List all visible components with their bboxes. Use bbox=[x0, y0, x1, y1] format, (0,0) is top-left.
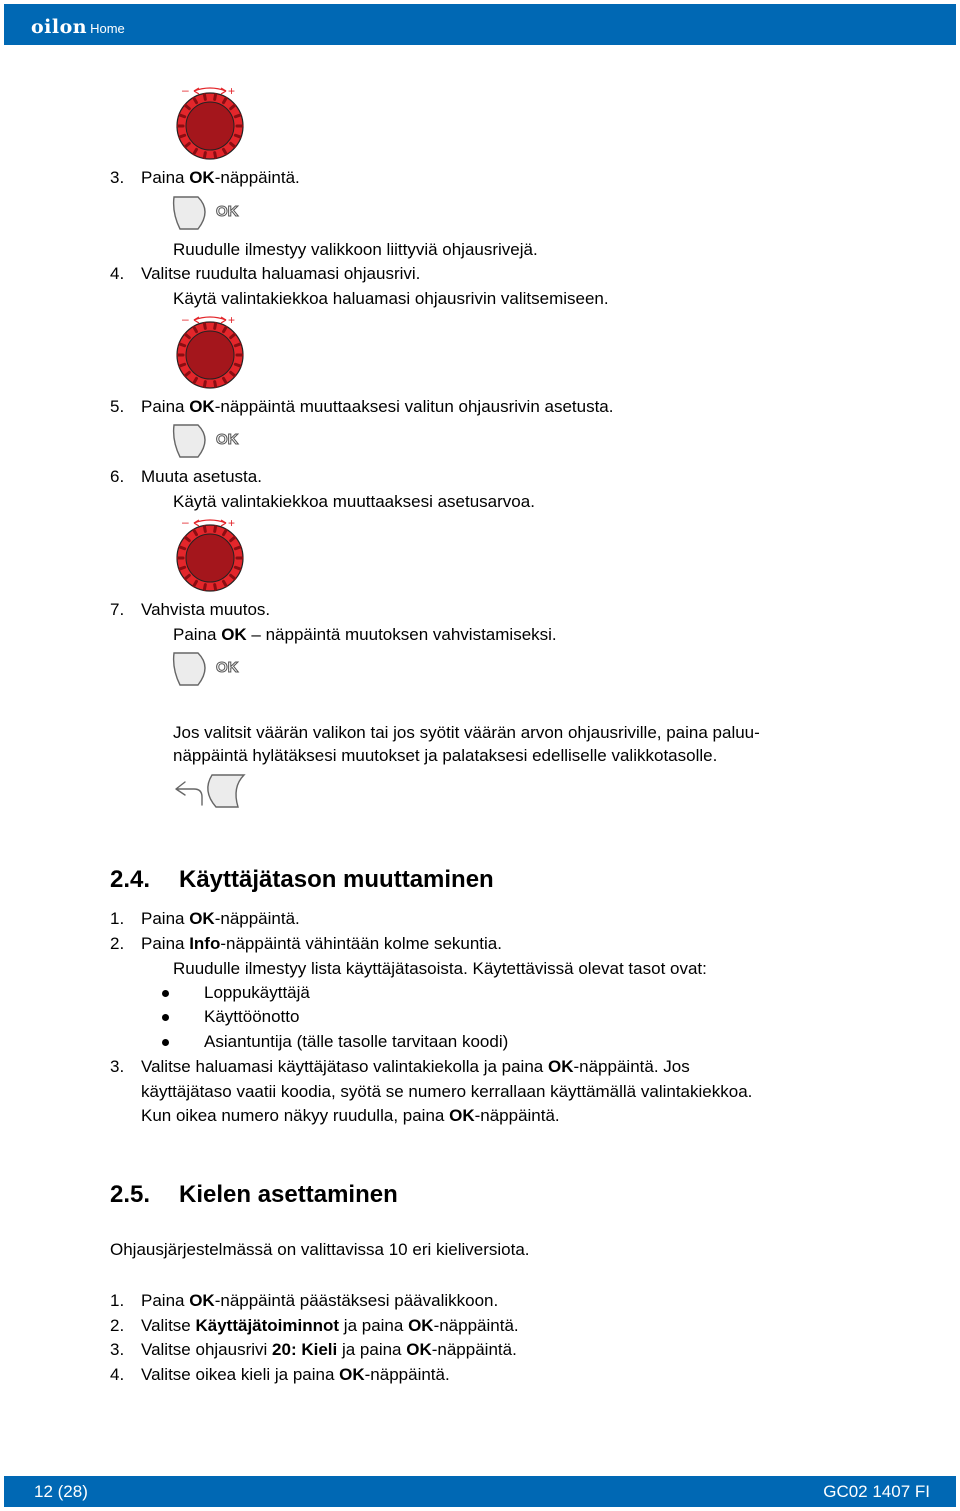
svg-text:+: + bbox=[228, 84, 236, 98]
step-text: Paina OK-näppäintä. bbox=[141, 168, 300, 187]
step-number: 7. bbox=[110, 600, 125, 619]
list-item: Asiantuntija (tälle tasolle tarvitaan koodi) bbox=[204, 1032, 509, 1051]
oilon-logo bbox=[31, 16, 125, 38]
bullet-dot bbox=[162, 990, 169, 997]
section-title: Käyttäjätason muuttaminen bbox=[179, 866, 494, 893]
step-text: Valitse ruudulta haluamasi ohjausrivi. bbox=[141, 264, 421, 283]
step-number: 4. bbox=[110, 1365, 125, 1384]
step-description: Käytä valintakiekkoa muuttaaksesi asetusarvoa. bbox=[173, 492, 535, 511]
header-bar bbox=[4, 4, 956, 45]
step-number: 6. bbox=[110, 467, 125, 486]
step-number: 1. bbox=[110, 909, 125, 928]
step-text: Paina OK-näppäintä. bbox=[141, 909, 300, 928]
logo-home-label: Home bbox=[90, 21, 125, 36]
step-number: 3. bbox=[110, 168, 125, 187]
note-text-line: Jos valitsit väärän valikon tai jos syötit väärän arvon ohjausriville, paina paluu- bbox=[173, 723, 760, 742]
ok-button-icon bbox=[172, 423, 252, 464]
selection-dial-icon bbox=[174, 84, 244, 167]
step-description: Ruudulle ilmestyy lista käyttäjätasoista. Käytettävissä olevat tasot ovat: bbox=[173, 959, 707, 978]
svg-text:OK: OK bbox=[216, 203, 239, 220]
step-number: 4. bbox=[110, 264, 125, 283]
step-description: Paina OK – näppäintä muutoksen vahvistamiseksi. bbox=[173, 625, 557, 644]
step-number: 1. bbox=[110, 1291, 125, 1310]
step-text: Kun oikea numero näkyy ruudulla, paina OK-näppäintä. bbox=[141, 1106, 560, 1125]
selection-dial-icon bbox=[174, 516, 244, 599]
svg-text:–: – bbox=[182, 516, 189, 529]
ok-button-icon bbox=[172, 651, 252, 692]
svg-text:–: – bbox=[182, 313, 189, 326]
selection-dial-icon bbox=[174, 313, 244, 396]
step-text: Valitse haluamasi käyttäjätaso valintakiekolla ja paina OK-näppäintä. Jos bbox=[141, 1057, 690, 1076]
svg-text:+: + bbox=[228, 516, 236, 530]
bullet-dot bbox=[162, 1014, 169, 1021]
ok-button-icon bbox=[172, 195, 252, 236]
step-text: Valitse oikea kieli ja paina OK-näppäintä. bbox=[141, 1365, 450, 1384]
step-number: 5. bbox=[110, 397, 125, 416]
step-text: Valitse ohjausrivi 20: Kieli ja paina OK-näppäintä. bbox=[141, 1340, 517, 1359]
step-text: Vahvista muutos. bbox=[141, 600, 271, 619]
svg-text:–: – bbox=[182, 84, 189, 97]
footer-bar bbox=[4, 1476, 956, 1507]
document-code: GC02 1407 FI bbox=[823, 1482, 930, 1501]
bullet-dot bbox=[162, 1039, 169, 1046]
step-number: 2. bbox=[110, 934, 125, 953]
step-number: 3. bbox=[110, 1057, 125, 1076]
section-title: Kielen asettaminen bbox=[179, 1181, 398, 1208]
svg-text:OK: OK bbox=[216, 659, 239, 676]
step-text: Muuta asetusta. bbox=[141, 467, 262, 486]
section-number: 2.5. bbox=[110, 1181, 151, 1208]
page-number: 12 (28) bbox=[34, 1482, 88, 1501]
section-number: 2.4. bbox=[110, 866, 151, 893]
logo-brand: oilon bbox=[31, 16, 88, 38]
step-text: Paina OK-näppäintä muuttaaksesi valitun ohjausrivin asetusta. bbox=[141, 397, 614, 416]
step-description: Ruudulle ilmestyy valikkoon liittyviä ohjausrivejä. bbox=[173, 240, 538, 259]
list-item: Käyttöönotto bbox=[204, 1007, 300, 1026]
step-text: käyttäjätaso vaatii koodia, syötä se numero kerrallaan käyttämällä valintakiekkoa. bbox=[141, 1082, 753, 1101]
step-number: 2. bbox=[110, 1316, 125, 1335]
step-text: Valitse Käyttäjätoiminnot ja paina OK-näppäintä. bbox=[141, 1316, 519, 1335]
step-number: 3. bbox=[110, 1340, 125, 1359]
list-item: Loppukäyttäjä bbox=[204, 983, 310, 1002]
step-description: Käytä valintakiekkoa haluamasi ohjausrivin valitsemiseen. bbox=[173, 289, 609, 308]
step-text: Paina Info-näppäintä vähintään kolme sekuntia. bbox=[141, 934, 502, 953]
back-button-icon bbox=[172, 773, 248, 816]
svg-text:OK: OK bbox=[216, 431, 239, 448]
step-text: Paina OK-näppäintä päästäksesi päävalikkoon. bbox=[141, 1291, 499, 1310]
svg-text:+: + bbox=[228, 313, 236, 327]
note-text-line: näppäintä hylätäksesi muutokset ja palataksesi edelliselle valikkotasolle. bbox=[173, 746, 718, 765]
section-intro: Ohjausjärjestelmässä on valittavissa 10 eri kieliversiota. bbox=[110, 1240, 530, 1259]
